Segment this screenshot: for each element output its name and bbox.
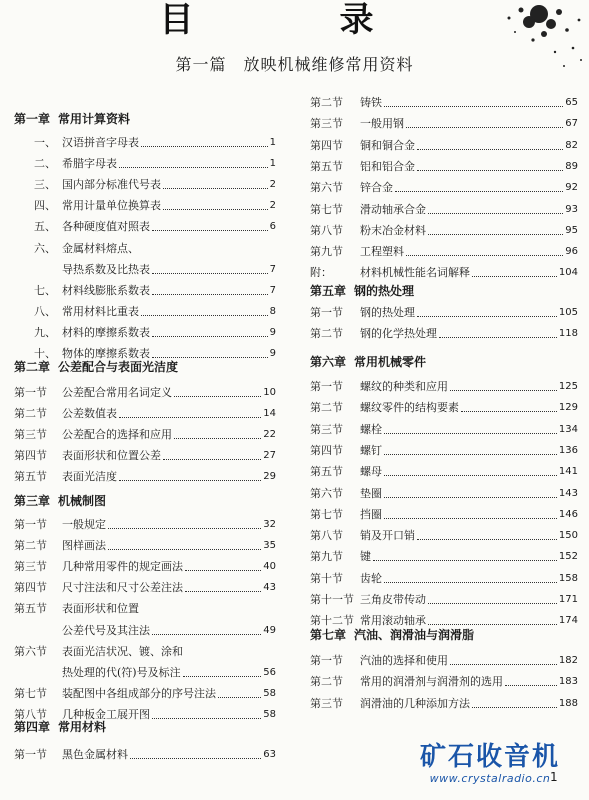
leader-dots	[384, 433, 557, 434]
toc-entry[interactable]	[14, 195, 276, 213]
entry-page: 7	[269, 284, 276, 296]
toc-entry[interactable]	[310, 483, 578, 501]
toc-entry[interactable]	[310, 262, 578, 280]
entry-page: 104	[558, 267, 578, 279]
chapter-title: 钢的热处理	[354, 284, 415, 298]
leader-dots	[384, 454, 557, 455]
entry-page: 58	[263, 687, 276, 699]
entry-label: 第五节	[310, 465, 343, 479]
leader-dots	[439, 337, 557, 338]
entry-label: 附：	[310, 266, 332, 280]
leader-dots	[395, 191, 563, 192]
chapter-number: 第一章	[14, 112, 51, 126]
entry-title: 润滑油的几种添加方法	[360, 696, 470, 710]
entry-title: 黑色金属材料	[62, 748, 128, 761]
entry-label: 第一节	[310, 654, 343, 667]
chapter-number: 第二章	[14, 360, 51, 374]
entry-label: 第一节	[14, 518, 47, 531]
entry-label: 三、	[34, 178, 56, 192]
entry-label: 第二节	[310, 96, 343, 109]
toc-entry[interactable]	[14, 132, 276, 150]
entry-title: 螺母	[360, 465, 382, 479]
toc-entry[interactable]	[310, 440, 578, 458]
entry-title: 表面形状和位置	[62, 602, 139, 616]
entry-title: 表面形状和位置公差	[62, 449, 161, 463]
entry-title: 粉末冶金材料	[360, 223, 426, 237]
entry-page: 2	[269, 179, 276, 191]
entry-title: 三角皮带传动	[360, 593, 426, 606]
leader-dots	[185, 570, 261, 571]
entry-label: 第二节	[310, 401, 343, 415]
entry-title: 装配图中各组成部分的序号注法	[62, 686, 216, 700]
leader-dots	[406, 127, 563, 128]
entry-page: 22	[263, 429, 276, 441]
entry-title: 材料的摩擦系数表	[62, 325, 150, 339]
leader-dots	[472, 276, 557, 277]
leader-dots	[185, 591, 261, 592]
entry-title: 各种硬度值对照表	[62, 220, 150, 234]
entry-title: 工程塑料	[360, 245, 404, 259]
toc-entry[interactable]	[310, 504, 578, 522]
entry-title: 锌合金	[360, 181, 393, 195]
entry-label: 五、	[34, 220, 56, 234]
entry-label: 第八节	[14, 707, 47, 721]
entry-label: 第五节	[14, 470, 47, 484]
entry-label: 二、	[34, 157, 56, 171]
leader-dots	[152, 336, 268, 337]
entry-title: 材料机械性能名词解释	[360, 266, 470, 280]
toc-entry[interactable]	[310, 589, 578, 607]
entry-title: 希腊字母表	[62, 157, 117, 171]
toc-entry[interactable]	[14, 620, 276, 638]
entry-label: 第二节	[310, 327, 343, 341]
entry-page: 7	[269, 263, 276, 275]
toc-entry[interactable]	[310, 693, 578, 711]
entry-title: 公差数值表	[62, 407, 117, 421]
leader-dots	[108, 549, 261, 550]
entry-label: 第七节	[310, 507, 343, 521]
chapter-title: 机械制图	[58, 494, 107, 508]
entry-page: 35	[263, 540, 276, 552]
entry-page: 1	[269, 158, 276, 170]
entry-label: 第一节	[14, 386, 47, 399]
leader-dots	[119, 167, 268, 168]
leader-dots	[384, 518, 557, 519]
entry-page: 141	[558, 466, 578, 478]
entry-label: 第十一节	[310, 593, 354, 606]
entry-label: 第八节	[310, 223, 343, 237]
entry-title: 常用材料比重表	[62, 304, 139, 318]
entry-label: 八、	[34, 304, 56, 318]
leader-dots	[119, 417, 261, 418]
entry-page: 9	[269, 348, 276, 359]
entry-title: 销及开口销	[360, 529, 415, 543]
toc-entry[interactable]	[14, 662, 276, 680]
entry-title: 热处理的代(符)号及标注	[62, 665, 181, 679]
entry-title: 挡圈	[360, 507, 382, 521]
leader-dots	[174, 438, 261, 439]
entry-page: 136	[558, 444, 578, 456]
entry-title: 钢的化学热处理	[360, 327, 437, 341]
leader-dots	[141, 315, 268, 316]
leader-dots	[450, 390, 557, 391]
entry-title: 螺纹的种类和应用	[360, 380, 448, 393]
entry-title: 物体的摩擦系数表	[62, 347, 150, 360]
toc-entry[interactable]	[14, 301, 276, 319]
toc-entry[interactable]	[310, 546, 578, 564]
entry-title: 国内部分标准代号表	[62, 178, 161, 192]
watermark-url: www.crystalradio.cn	[429, 772, 551, 785]
entry-page: 49	[263, 624, 276, 636]
leader-dots	[417, 316, 557, 317]
entry-label: 第二节	[14, 539, 47, 553]
leader-dots	[218, 697, 261, 698]
leader-dots	[152, 718, 261, 719]
leader-dots	[428, 234, 563, 235]
leader-dots	[119, 480, 261, 481]
part-heading: 第一篇 放映机械维修常用资料	[175, 55, 414, 74]
entry-page: 89	[565, 160, 578, 172]
toc-entry[interactable]	[14, 424, 276, 442]
entry-title: 公差配合的选择和应用	[62, 428, 172, 442]
chapter-heading	[310, 353, 426, 370]
entry-title: 尺寸注法和尺寸公差注法	[62, 581, 183, 595]
leader-dots	[163, 459, 261, 460]
entry-title: 铜和铜合金	[360, 138, 415, 152]
entry-title: 一般用钢	[360, 117, 404, 131]
toc-entry[interactable]	[310, 113, 578, 131]
entry-label: 第四节	[310, 443, 343, 457]
toc-entry[interactable]	[310, 323, 578, 341]
toc-entry[interactable]	[310, 156, 578, 174]
entry-label: 第四节	[14, 449, 47, 463]
entry-page: 82	[565, 139, 578, 151]
leader-dots	[428, 603, 557, 604]
leader-dots	[130, 758, 261, 759]
entry-label: 第二节	[14, 407, 47, 421]
entry-page: 150	[558, 530, 578, 542]
entry-title: 铸铁	[360, 96, 382, 109]
toc-entry[interactable]	[14, 598, 276, 616]
entry-page: 96	[565, 246, 578, 258]
entry-label: 第四节	[14, 581, 47, 595]
entry-label: 第五节	[14, 602, 47, 616]
leader-dots	[163, 209, 268, 210]
toc-entry[interactable]	[310, 419, 578, 437]
chapter-title: 常用计算资料	[58, 112, 131, 126]
toc-entry[interactable]	[14, 514, 276, 532]
entry-title: 图样画法	[62, 539, 106, 553]
entry-label: 第三节	[310, 117, 343, 131]
leader-dots	[373, 560, 557, 561]
toc-entry[interactable]	[310, 220, 578, 238]
leader-dots	[472, 707, 557, 708]
chapter-heading	[310, 282, 414, 299]
entry-label: 第三节	[14, 560, 47, 574]
toc-entry[interactable]	[14, 238, 276, 256]
leader-dots	[417, 149, 563, 150]
toc-entry[interactable]	[14, 577, 276, 595]
entry-page: 92	[565, 182, 578, 194]
toc-entry[interactable]	[14, 641, 276, 659]
toc-entry[interactable]	[14, 174, 276, 192]
leader-dots	[384, 106, 563, 107]
entry-title: 几种常用零件的规定画法	[62, 560, 183, 574]
entry-page: 67	[565, 118, 578, 130]
entry-title: 表面光洁状况、镀、涂和	[62, 644, 183, 658]
entry-label: 第二节	[310, 675, 343, 689]
entry-label: 第九节	[310, 245, 343, 259]
leader-dots	[384, 475, 557, 476]
entry-label: 第七节	[310, 202, 343, 216]
entry-page: 32	[263, 519, 276, 530]
entry-page: 188	[558, 697, 578, 709]
toc-entry[interactable]	[14, 535, 276, 553]
toc-entry[interactable]	[14, 322, 276, 340]
entry-title: 材料线膨胀系数表	[62, 283, 150, 297]
toc-entry[interactable]	[14, 216, 276, 234]
leader-dots	[461, 411, 557, 412]
toc-entry[interactable]	[14, 683, 276, 701]
entry-title: 汉语拼音字母表	[62, 136, 139, 149]
entry-page: 125	[558, 381, 578, 392]
entry-page: 9	[269, 326, 276, 338]
entry-label: 第五节	[310, 159, 343, 173]
entry-page: 183	[558, 676, 578, 688]
toc-entry[interactable]	[310, 135, 578, 153]
chapter-number: 第七章	[310, 628, 347, 642]
entry-page: 105	[558, 307, 578, 318]
toc-entry[interactable]	[14, 445, 276, 463]
entry-page: 14	[263, 408, 276, 420]
entry-title: 螺栓	[360, 422, 382, 436]
chapter-number: 第四章	[14, 720, 51, 734]
toc-entry[interactable]	[14, 403, 276, 421]
entry-page: 2	[269, 200, 276, 212]
toc-entry[interactable]	[14, 280, 276, 298]
entry-page: 56	[263, 666, 276, 678]
entry-title: 齿轮	[360, 571, 382, 585]
chapter-title: 常用机械零件	[354, 355, 427, 369]
chapter-title: 公差配合与表面光洁度	[58, 360, 179, 374]
entry-label: 第三节	[310, 696, 343, 710]
leader-dots	[152, 634, 261, 635]
leader-dots	[141, 146, 268, 147]
entry-label: 第六节	[310, 486, 343, 500]
page-number: 1	[550, 770, 558, 784]
leader-dots	[417, 170, 563, 171]
toc-entry[interactable]	[14, 466, 276, 484]
entry-page: 40	[263, 561, 276, 573]
entry-title: 常用的润滑剂与润滑剂的选用	[360, 675, 503, 689]
leader-dots	[152, 273, 268, 274]
entry-label: 第十二节	[310, 614, 354, 628]
leader-dots	[406, 255, 563, 256]
toc-entry[interactable]	[14, 153, 276, 171]
chapter-title: 常用材料	[58, 720, 107, 734]
entry-label: 第八节	[310, 529, 343, 543]
entry-page: 158	[558, 572, 578, 584]
entry-page: 93	[565, 203, 578, 215]
toc-entry[interactable]	[310, 92, 578, 110]
entry-page: 27	[263, 450, 276, 462]
entry-title: 滑动轴承合金	[360, 202, 426, 216]
toc-entry[interactable]	[14, 556, 276, 574]
toc-entry[interactable]	[14, 744, 276, 762]
entry-title: 一般规定	[62, 518, 106, 531]
leader-dots	[183, 676, 262, 677]
entry-label: 第六节	[14, 644, 47, 658]
entry-label: 十、	[34, 347, 56, 360]
chapter-number: 第六章	[310, 355, 347, 369]
entry-title: 螺纹零件的结构要素	[360, 401, 459, 415]
toc-entry[interactable]	[310, 568, 578, 586]
entry-title: 表面光洁度	[62, 470, 117, 484]
entry-page: 43	[263, 582, 276, 594]
toc-entry[interactable]	[310, 376, 578, 394]
entry-page: 58	[263, 708, 276, 720]
chapter-heading	[14, 718, 106, 735]
entry-page: 8	[269, 305, 276, 317]
entry-label: 第一节	[310, 306, 343, 319]
entry-title: 公差代号及其注法	[62, 623, 150, 637]
leader-dots	[174, 396, 261, 397]
entry-page: 29	[263, 471, 276, 483]
entry-title: 常用计量单位换算表	[62, 199, 161, 213]
entry-label: 第九节	[310, 550, 343, 564]
chapter-heading	[14, 358, 178, 375]
leader-dots	[108, 528, 261, 529]
chapter-heading	[14, 492, 106, 509]
entry-page: 95	[565, 224, 578, 236]
leader-dots	[384, 497, 557, 498]
toc-entry[interactable]	[310, 461, 578, 479]
entry-label: 九、	[34, 325, 56, 339]
entry-label: 第三节	[310, 422, 343, 436]
entry-label: 七、	[34, 283, 56, 297]
entry-label: 第十节	[310, 571, 343, 585]
toc-entry[interactable]	[310, 397, 578, 415]
toc-entry[interactable]	[310, 199, 578, 217]
entry-title: 螺钉	[360, 443, 382, 457]
ink-stain-mark	[469, 0, 589, 80]
chapter-heading	[14, 110, 130, 127]
entry-title: 铝和铝合金	[360, 159, 415, 173]
entry-title: 公差配合常用名词定义	[62, 386, 172, 399]
leader-dots	[505, 685, 557, 686]
entry-title: 键	[360, 550, 371, 564]
leader-dots	[384, 582, 557, 583]
entry-page: 143	[558, 487, 578, 499]
entry-page: 6	[269, 221, 276, 233]
entry-title: 汽油的选择和使用	[360, 654, 448, 667]
entry-title: 导热系数及比热表	[62, 262, 150, 276]
entry-label: 一、	[34, 136, 56, 149]
chapter-number: 第五章	[310, 284, 347, 298]
leader-dots	[417, 539, 557, 540]
toc-title: 目 录	[159, 0, 430, 40]
entry-label: 第六节	[310, 181, 343, 195]
entry-label: 第七节	[14, 686, 47, 700]
chapter-heading	[310, 626, 474, 643]
entry-page: 129	[558, 402, 578, 414]
leader-dots	[163, 188, 268, 189]
entry-label: 第一节	[14, 748, 47, 761]
entry-page: 171	[558, 594, 578, 605]
leader-dots	[152, 230, 268, 231]
toc-entry[interactable]	[310, 302, 578, 320]
toc-entry[interactable]	[14, 259, 276, 277]
entry-label: 六、	[34, 241, 56, 255]
entry-page: 174	[558, 615, 578, 627]
entry-label: 第一节	[310, 380, 343, 393]
entry-page: 146	[558, 508, 578, 520]
entry-page: 182	[558, 655, 578, 666]
leader-dots	[152, 294, 268, 295]
leader-dots	[450, 664, 557, 665]
entry-page: 65	[565, 97, 578, 108]
entry-label: 四、	[34, 199, 56, 213]
watermark-brand: 矿石收音机	[419, 742, 560, 772]
entry-title: 钢的热处理	[360, 306, 415, 319]
toc-entry[interactable]	[310, 177, 578, 195]
toc-entry[interactable]	[310, 525, 578, 543]
toc-entry[interactable]	[310, 671, 578, 689]
entry-title: 金属材料熔点、	[62, 241, 139, 255]
entry-page: 63	[263, 749, 276, 760]
leader-dots	[428, 213, 563, 214]
entry-page: 134	[558, 423, 578, 435]
toc-entry[interactable]	[310, 241, 578, 259]
toc-entry[interactable]	[310, 650, 578, 668]
entry-label: 第四节	[310, 138, 343, 152]
entry-label: 第三节	[14, 428, 47, 442]
entry-page: 118	[558, 328, 578, 340]
chapter-number: 第三章	[14, 494, 51, 508]
entry-title: 常用滚动轴承	[360, 614, 426, 628]
entry-page: 10	[263, 387, 276, 398]
chapter-title: 汽油、润滑油与润滑脂	[354, 628, 475, 642]
toc-entry[interactable]	[14, 382, 276, 400]
entry-title: 几种板金工展开图	[62, 707, 150, 721]
entry-page: 1	[269, 137, 276, 148]
entry-title: 垫圈	[360, 486, 382, 500]
entry-page: 152	[558, 551, 578, 563]
